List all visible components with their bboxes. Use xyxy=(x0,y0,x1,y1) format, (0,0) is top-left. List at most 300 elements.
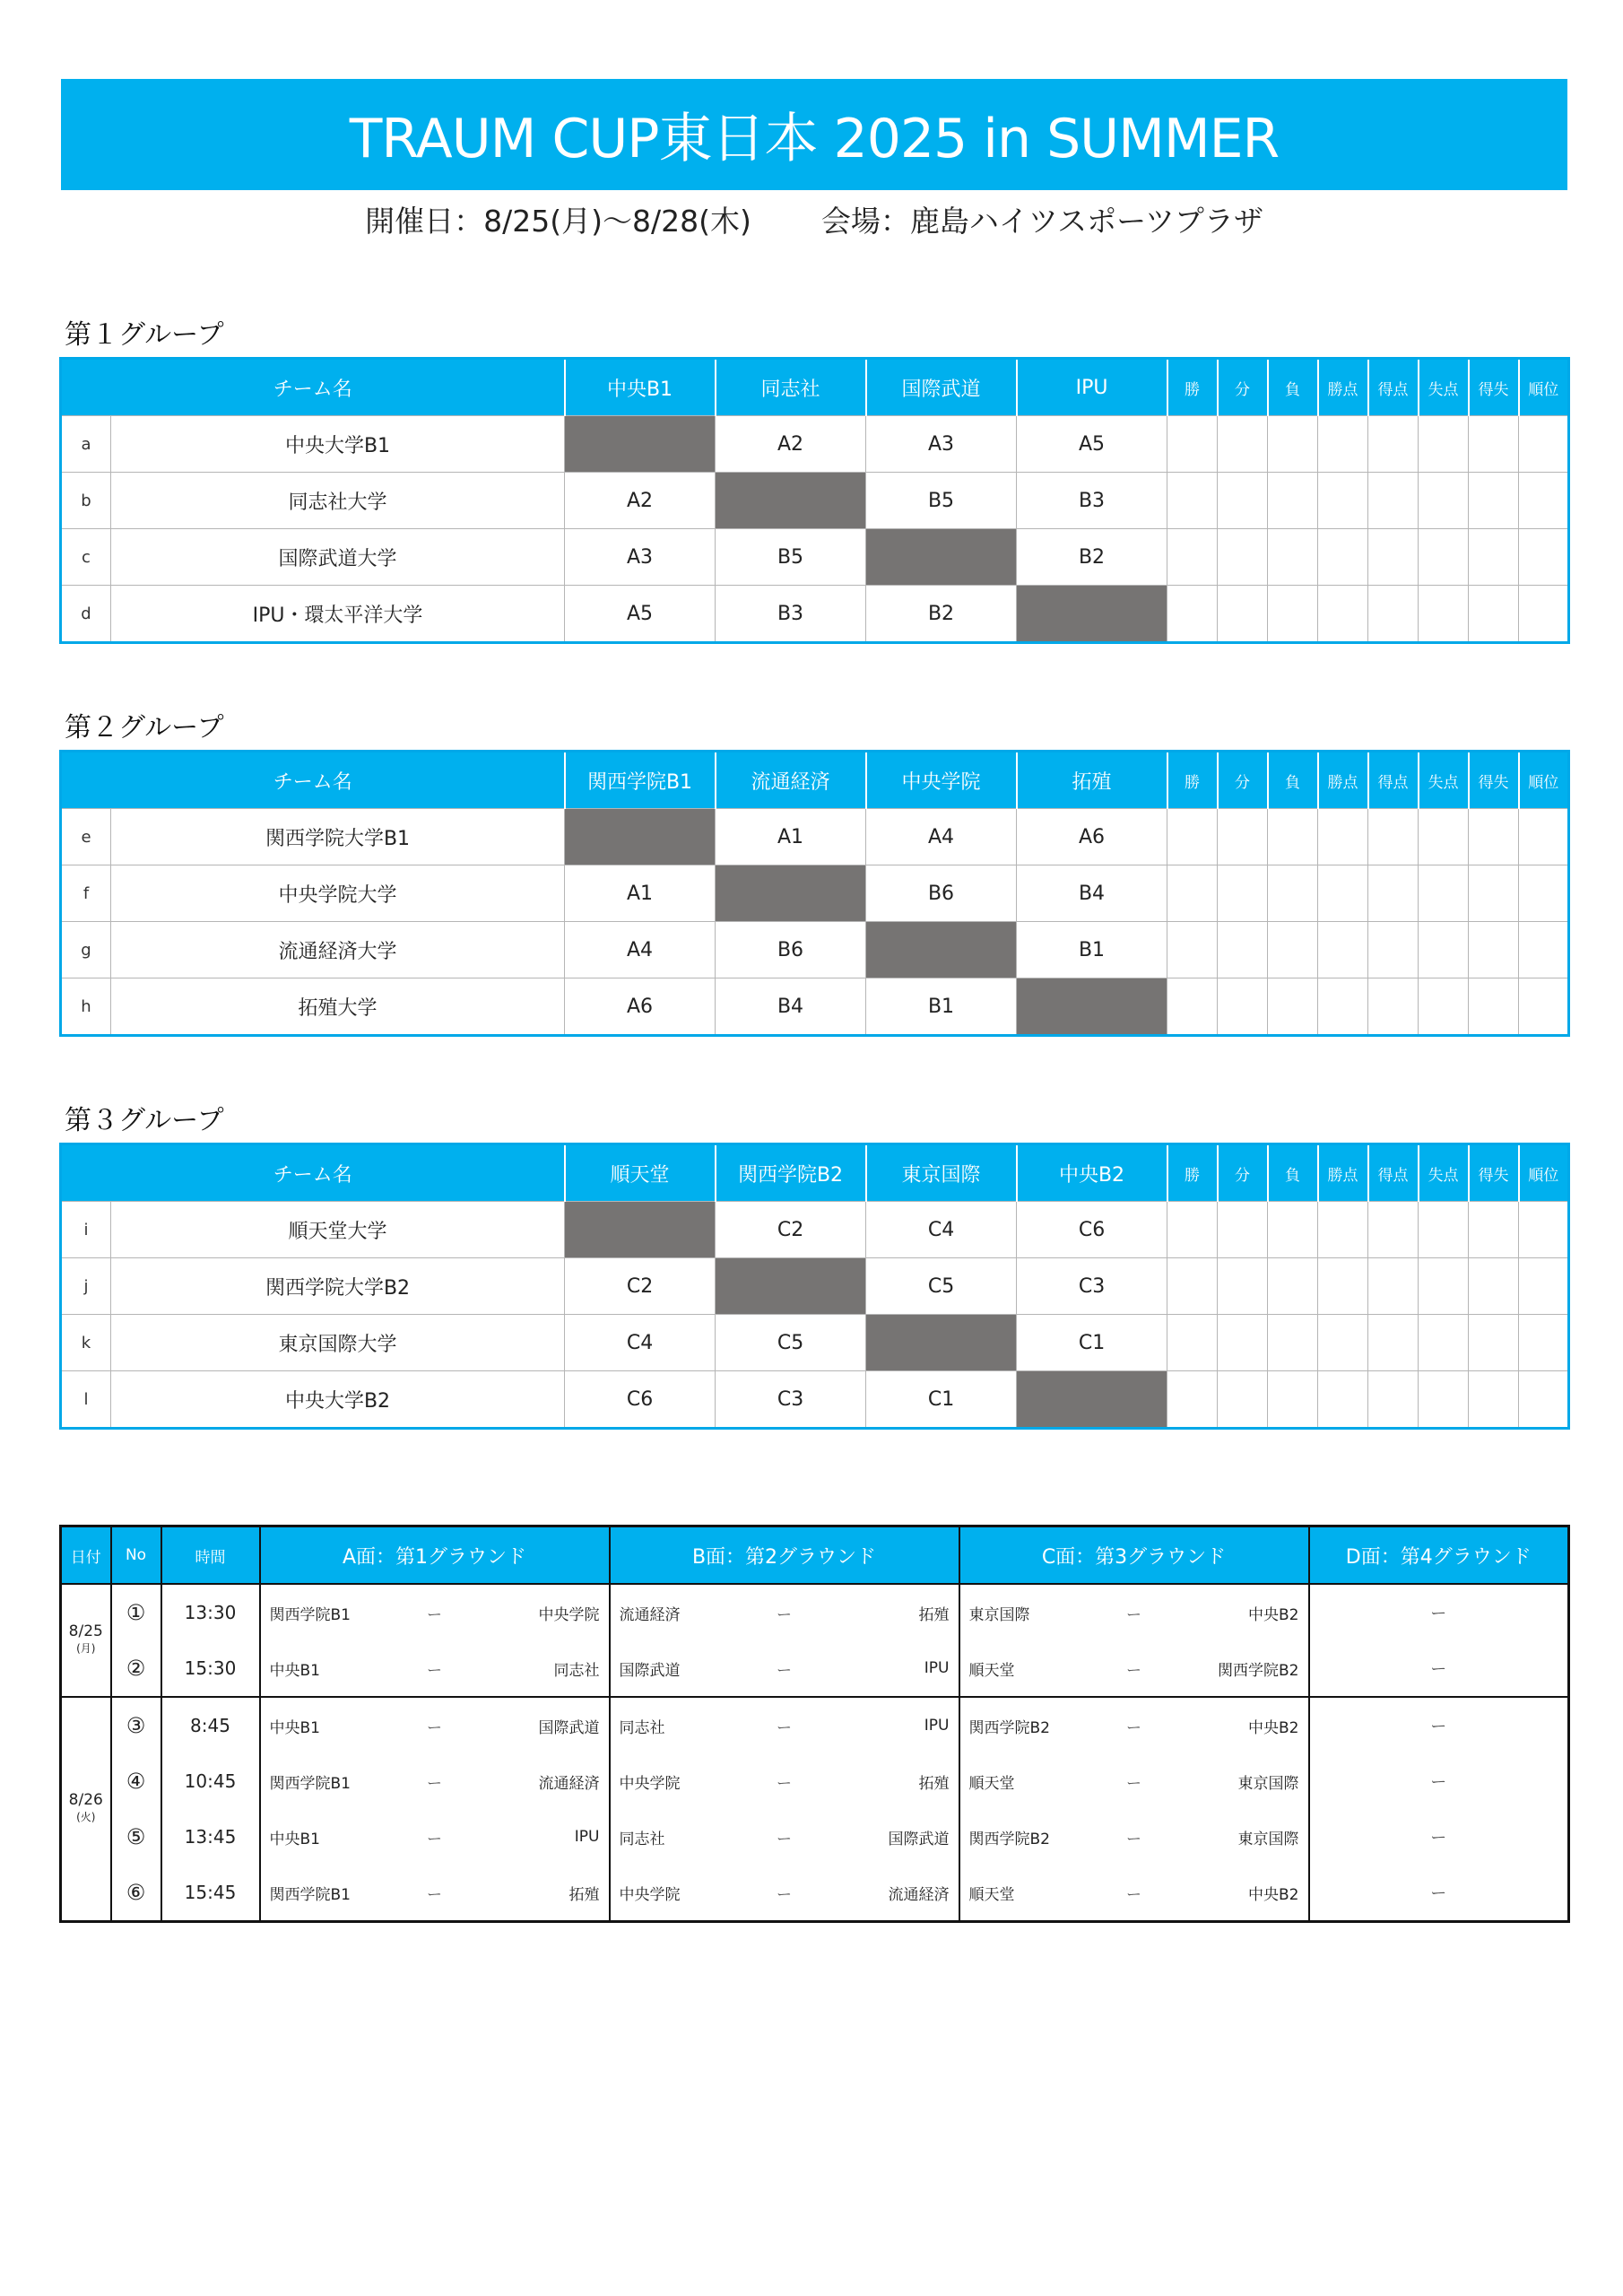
stat-cell xyxy=(1469,1258,1519,1315)
stat-cell xyxy=(1519,978,1569,1036)
match-code-cell: A2 xyxy=(716,416,866,473)
versus-dash: ー xyxy=(1126,1661,1141,1680)
stat-header: 負 xyxy=(1268,1144,1318,1202)
stat-cell xyxy=(1268,586,1318,643)
stat-cell xyxy=(1419,978,1469,1036)
stat-cell xyxy=(1167,473,1218,529)
match-time: 15:45 xyxy=(161,1865,260,1922)
stat-cell xyxy=(1368,529,1419,586)
stat-cell xyxy=(1469,529,1519,586)
self-match-cell xyxy=(866,529,1017,586)
stat-cell xyxy=(1419,473,1469,529)
stat-cell xyxy=(1519,1371,1569,1429)
ground-b-match xyxy=(610,1809,959,1865)
team-name: 順天堂大学 xyxy=(111,1202,565,1258)
group-table xyxy=(59,1143,1570,1430)
stat-cell xyxy=(1368,809,1419,865)
stat-header: 順位 xyxy=(1519,359,1569,416)
fixture xyxy=(611,1826,959,1848)
team-index: f xyxy=(61,865,111,922)
stat-cell xyxy=(1318,473,1368,529)
stat-cell xyxy=(1368,416,1419,473)
stat-cell xyxy=(1519,1258,1569,1315)
stat-cell xyxy=(1218,586,1268,643)
stat-header: 勝 xyxy=(1167,752,1218,809)
fixture xyxy=(960,1715,1308,1737)
stat-cell xyxy=(1469,1315,1519,1371)
team-index: a xyxy=(61,416,111,473)
group-table xyxy=(59,750,1570,1037)
stat-cell xyxy=(1419,416,1469,473)
away-team: IPU xyxy=(574,1828,600,1846)
home-team: 中央学院 xyxy=(619,1885,681,1904)
stat-cell xyxy=(1167,529,1218,586)
match-code-cell: C4 xyxy=(565,1315,716,1371)
team-name-header: チーム名 xyxy=(61,1144,565,1202)
away-team: IPU xyxy=(924,1659,950,1677)
stat-cell xyxy=(1419,1371,1469,1429)
stat-cell xyxy=(1368,1202,1419,1258)
ground-b-match xyxy=(610,1697,959,1753)
team-row xyxy=(61,529,1569,586)
match-code-cell: C5 xyxy=(866,1258,1017,1315)
stat-header: 勝点 xyxy=(1318,752,1368,809)
stat-cell xyxy=(1167,809,1218,865)
stat-cell xyxy=(1469,416,1519,473)
self-match-cell xyxy=(716,1258,866,1315)
date-text: 8/26 xyxy=(68,1791,103,1809)
match-code-cell: B3 xyxy=(1017,473,1167,529)
team-name: 関西学院大学B1 xyxy=(111,809,565,865)
team-name: 中央大学B1 xyxy=(111,416,565,473)
stat-cell xyxy=(1368,978,1419,1036)
fixture xyxy=(261,1657,609,1680)
team-index: k xyxy=(61,1315,111,1371)
schedule-row xyxy=(61,1865,1569,1922)
stat-header: 得失 xyxy=(1469,752,1519,809)
stat-cell xyxy=(1167,1258,1218,1315)
group-label: 第１グループ xyxy=(65,319,224,351)
stat-cell xyxy=(1167,1202,1218,1258)
schedule-row xyxy=(61,1697,1569,1753)
versus-dash: ー xyxy=(1126,1830,1141,1848)
date-header: 日付 xyxy=(61,1526,111,1585)
fixture xyxy=(611,1770,959,1793)
match-time: 10:45 xyxy=(161,1753,260,1809)
match-code-cell: C6 xyxy=(1017,1202,1167,1258)
versus-dash: ー xyxy=(427,1718,442,1737)
match-time: 8:45 xyxy=(161,1697,260,1753)
stat-cell xyxy=(1167,1371,1218,1429)
ground-c-match xyxy=(959,1809,1309,1865)
group-header-row xyxy=(61,359,1569,416)
away-team: 国際武道 xyxy=(538,1718,600,1737)
match-number: ④ xyxy=(111,1753,161,1809)
versus-dash: ー xyxy=(1126,1605,1141,1624)
match-code-cell: A3 xyxy=(866,416,1017,473)
ground-b-header: B面：第2グラウンド xyxy=(610,1526,959,1585)
match-code-cell: B5 xyxy=(866,473,1017,529)
fixture xyxy=(611,1882,959,1904)
match-code-cell: A5 xyxy=(1017,416,1167,473)
away-team: 拓殖 xyxy=(568,1885,600,1904)
opponent-header: 関西学院B1 xyxy=(565,752,716,809)
match-code-cell: C2 xyxy=(565,1258,716,1315)
stat-cell xyxy=(1268,1315,1318,1371)
match-code-cell: B3 xyxy=(716,586,866,643)
match-time: 15:30 xyxy=(161,1640,260,1697)
self-match-cell xyxy=(565,416,716,473)
ground-d-match: ー xyxy=(1309,1697,1569,1753)
home-team: 関西学院B1 xyxy=(269,1774,351,1793)
opponent-header: 同志社 xyxy=(716,359,866,416)
team-row xyxy=(61,1315,1569,1371)
stat-cell xyxy=(1419,1258,1469,1315)
match-code-cell: B4 xyxy=(1017,865,1167,922)
stat-cell xyxy=(1469,978,1519,1036)
home-team: 中央B1 xyxy=(269,1661,320,1680)
stat-cell xyxy=(1268,809,1318,865)
ground-d-header: D面：第4グラウンド xyxy=(1309,1526,1569,1585)
match-code-cell: B5 xyxy=(716,529,866,586)
versus-dash: ー xyxy=(427,1774,442,1793)
team-row xyxy=(61,865,1569,922)
away-team: IPU xyxy=(924,1717,950,1735)
stat-cell xyxy=(1519,865,1569,922)
stat-cell xyxy=(1368,473,1419,529)
team-row xyxy=(61,922,1569,978)
match-code-cell: B4 xyxy=(716,978,866,1036)
match-number: ③ xyxy=(111,1697,161,1753)
schedule-date xyxy=(61,1584,111,1697)
opponent-header: IPU xyxy=(1017,359,1167,416)
fixture xyxy=(960,1770,1308,1793)
team-index: l xyxy=(61,1371,111,1429)
away-team: 流通経済 xyxy=(538,1774,600,1793)
opponent-header: 順天堂 xyxy=(565,1144,716,1202)
self-match-cell xyxy=(866,1315,1017,1371)
stat-cell xyxy=(1469,1202,1519,1258)
stat-cell xyxy=(1218,922,1268,978)
group-label: 第２グループ xyxy=(65,712,224,744)
team-name: 東京国際大学 xyxy=(111,1315,565,1371)
ground-a-header: A面：第1グラウンド xyxy=(260,1526,610,1585)
stat-cell xyxy=(1218,416,1268,473)
stat-cell xyxy=(1469,473,1519,529)
opponent-header: 拓殖 xyxy=(1017,752,1167,809)
versus-dash: ー xyxy=(777,1885,792,1904)
self-match-cell xyxy=(1017,586,1167,643)
team-name: 中央大学B2 xyxy=(111,1371,565,1429)
team-name: 同志社大学 xyxy=(111,473,565,529)
fixture xyxy=(261,1826,609,1848)
away-team: 拓殖 xyxy=(918,1774,950,1793)
team-row xyxy=(61,1258,1569,1315)
stat-cell xyxy=(1419,1202,1469,1258)
page-title: TRAUM CUP東日本 2025 in SUMMER xyxy=(61,79,1567,190)
stat-cell xyxy=(1368,586,1419,643)
stat-header: 得点 xyxy=(1368,1144,1419,1202)
stat-cell xyxy=(1519,1315,1569,1371)
stat-cell xyxy=(1218,1202,1268,1258)
self-match-cell xyxy=(565,809,716,865)
team-index: h xyxy=(61,978,111,1036)
team-index: e xyxy=(61,809,111,865)
stat-cell xyxy=(1419,922,1469,978)
stat-header: 負 xyxy=(1268,752,1318,809)
match-time: 13:45 xyxy=(161,1809,260,1865)
time-header: 時間 xyxy=(161,1526,260,1585)
match-code-cell: A1 xyxy=(716,809,866,865)
stat-header: 順位 xyxy=(1519,752,1569,809)
match-code-cell: A6 xyxy=(1017,809,1167,865)
schedule-header-row xyxy=(61,1526,1569,1585)
match-code-cell: A5 xyxy=(565,586,716,643)
fixture xyxy=(261,1882,609,1904)
stat-cell xyxy=(1519,473,1569,529)
self-match-cell xyxy=(866,922,1017,978)
stat-cell xyxy=(1469,1371,1519,1429)
team-row xyxy=(61,1371,1569,1429)
versus-dash: ー xyxy=(1126,1774,1141,1793)
fixture xyxy=(261,1602,609,1624)
match-code-cell: B2 xyxy=(866,586,1017,643)
match-time: 13:30 xyxy=(161,1584,260,1640)
ground-c-match xyxy=(959,1697,1309,1753)
stat-header: 分 xyxy=(1218,359,1268,416)
team-index: j xyxy=(61,1258,111,1315)
away-team: 中央B2 xyxy=(1248,1718,1299,1737)
team-index: d xyxy=(61,586,111,643)
stat-cell xyxy=(1268,865,1318,922)
home-team: 関西学院B2 xyxy=(968,1718,1050,1737)
stat-header: 失点 xyxy=(1419,359,1469,416)
stat-cell xyxy=(1368,1258,1419,1315)
stat-cell xyxy=(1469,586,1519,643)
versus-dash: ー xyxy=(777,1774,792,1793)
stat-cell xyxy=(1268,529,1318,586)
team-name-header: チーム名 xyxy=(61,752,565,809)
ground-c-match xyxy=(959,1584,1309,1640)
fixture xyxy=(960,1602,1308,1624)
group-label: 第３グループ xyxy=(65,1105,224,1136)
match-code-cell: A4 xyxy=(565,922,716,978)
stat-header: 負 xyxy=(1268,359,1318,416)
match-number: ⑤ xyxy=(111,1809,161,1865)
stat-cell xyxy=(1167,865,1218,922)
stat-cell xyxy=(1419,529,1469,586)
ground-d-match: ー xyxy=(1430,1829,1447,1848)
match-code-cell: A6 xyxy=(565,978,716,1036)
stat-header: 勝点 xyxy=(1318,359,1368,416)
group-header-row xyxy=(61,1144,1569,1202)
ground-b-match xyxy=(610,1865,959,1922)
stat-cell xyxy=(1218,1371,1268,1429)
stat-cell xyxy=(1167,416,1218,473)
match-code-cell: C2 xyxy=(716,1202,866,1258)
ground-b-match xyxy=(610,1584,959,1640)
self-match-cell xyxy=(565,1202,716,1258)
home-team: 流通経済 xyxy=(619,1605,681,1624)
stat-cell xyxy=(1268,473,1318,529)
match-code-cell: B1 xyxy=(866,978,1017,1036)
ground-d-match: ー xyxy=(1430,1773,1447,1792)
ground-d-match: ー xyxy=(1430,1660,1447,1679)
away-team: 東京国際 xyxy=(1237,1830,1299,1848)
team-name: 流通経済大学 xyxy=(111,922,565,978)
match-number: ⑥ xyxy=(111,1865,161,1922)
home-team: 関西学院B2 xyxy=(968,1830,1050,1848)
home-team: 同志社 xyxy=(619,1830,665,1848)
team-row xyxy=(61,473,1569,529)
versus-dash: ー xyxy=(777,1718,792,1737)
fixture xyxy=(960,1657,1308,1680)
event-dates: 開催日：8/25(月)～8/28(木) xyxy=(365,203,751,239)
match-code-cell: C1 xyxy=(1017,1315,1167,1371)
ground-a-match xyxy=(260,1865,610,1922)
schedule-row xyxy=(61,1753,1569,1809)
ground-b-match xyxy=(610,1640,959,1697)
versus-dash: ー xyxy=(1126,1885,1141,1904)
fixture xyxy=(611,1715,959,1737)
weekday-text: (火) xyxy=(76,1811,96,1823)
stat-header: 分 xyxy=(1218,752,1268,809)
away-team: 東京国際 xyxy=(1237,1774,1299,1793)
stat-header: 得点 xyxy=(1368,752,1419,809)
stat-header: 得失 xyxy=(1469,1144,1519,1202)
ground-a-match xyxy=(260,1697,610,1753)
stat-header: 分 xyxy=(1218,1144,1268,1202)
stat-cell xyxy=(1167,586,1218,643)
home-team: 東京国際 xyxy=(968,1605,1030,1624)
team-name: IPU・環太平洋大学 xyxy=(111,586,565,643)
stat-header: 失点 xyxy=(1419,1144,1469,1202)
group-table xyxy=(59,357,1570,644)
date-text: 8/25 xyxy=(68,1622,103,1640)
opponent-header: 中央学院 xyxy=(866,752,1017,809)
stat-cell xyxy=(1419,865,1469,922)
match-code-cell: C5 xyxy=(716,1315,866,1371)
stat-cell xyxy=(1268,1371,1318,1429)
opponent-header: 国際武道 xyxy=(866,359,1017,416)
match-code-cell: B1 xyxy=(1017,922,1167,978)
versus-dash: ー xyxy=(777,1661,792,1680)
stat-cell xyxy=(1368,865,1419,922)
away-team: 拓殖 xyxy=(918,1605,950,1624)
schedule-date xyxy=(61,1697,111,1922)
ground-a-match xyxy=(260,1809,610,1865)
home-team: 順天堂 xyxy=(968,1885,1015,1904)
match-code-cell: B6 xyxy=(866,865,1017,922)
stat-cell xyxy=(1318,1315,1368,1371)
stat-header: 勝点 xyxy=(1318,1144,1368,1202)
match-code-cell: C3 xyxy=(1017,1258,1167,1315)
ground-b-match xyxy=(610,1753,959,1809)
fixture xyxy=(960,1882,1308,1904)
stat-cell xyxy=(1419,586,1469,643)
team-index: i xyxy=(61,1202,111,1258)
opponent-header: 関西学院B2 xyxy=(716,1144,866,1202)
team-name: 中央学院大学 xyxy=(111,865,565,922)
fixture xyxy=(261,1715,609,1737)
stat-cell xyxy=(1318,1258,1368,1315)
stat-cell xyxy=(1218,865,1268,922)
ground-a-match xyxy=(260,1584,610,1640)
stat-cell xyxy=(1519,529,1569,586)
ground-c-match xyxy=(959,1865,1309,1922)
team-name: 国際武道大学 xyxy=(111,529,565,586)
self-match-cell xyxy=(1017,1371,1167,1429)
match-code-cell: B2 xyxy=(1017,529,1167,586)
team-row xyxy=(61,586,1569,643)
stat-cell xyxy=(1469,922,1519,978)
versus-dash: ー xyxy=(427,1605,442,1624)
stat-cell xyxy=(1318,529,1368,586)
ground-c-header: C面：第3グラウンド xyxy=(959,1526,1309,1585)
stat-cell xyxy=(1218,529,1268,586)
self-match-cell xyxy=(1017,978,1167,1036)
stat-cell xyxy=(1469,809,1519,865)
stat-header: 得失 xyxy=(1469,359,1519,416)
stat-cell xyxy=(1318,978,1368,1036)
versus-dash: ー xyxy=(777,1830,792,1848)
home-team: 関西学院B1 xyxy=(269,1885,351,1904)
home-team: 順天堂 xyxy=(968,1661,1015,1680)
match-number: ① xyxy=(111,1584,161,1640)
stat-cell xyxy=(1167,978,1218,1036)
stat-cell xyxy=(1519,922,1569,978)
versus-dash: ー xyxy=(427,1830,442,1848)
match-code-cell: A2 xyxy=(565,473,716,529)
team-row xyxy=(61,416,1569,473)
stat-cell xyxy=(1368,922,1419,978)
no-header: No xyxy=(111,1526,161,1585)
stat-cell xyxy=(1519,1202,1569,1258)
ground-d-match: ー xyxy=(1430,1884,1447,1903)
ground-c-match xyxy=(959,1753,1309,1809)
team-index: b xyxy=(61,473,111,529)
team-row xyxy=(61,1202,1569,1258)
fixture xyxy=(611,1657,959,1680)
stat-cell xyxy=(1218,978,1268,1036)
match-schedule xyxy=(59,1525,1570,1923)
stat-cell xyxy=(1519,809,1569,865)
stat-header: 順位 xyxy=(1519,1144,1569,1202)
match-code-cell: B6 xyxy=(716,922,866,978)
stat-cell xyxy=(1419,1315,1469,1371)
stat-cell xyxy=(1268,978,1318,1036)
home-team: 関西学院B1 xyxy=(269,1605,351,1624)
stat-cell xyxy=(1469,865,1519,922)
ground-d-match: ー xyxy=(1309,1584,1569,1640)
away-team: 中央B2 xyxy=(1248,1605,1299,1624)
stat-cell xyxy=(1318,922,1368,978)
match-code-cell: A1 xyxy=(565,865,716,922)
stat-cell xyxy=(1318,1202,1368,1258)
team-name: 関西学院大学B2 xyxy=(111,1258,565,1315)
schedule-row xyxy=(61,1640,1569,1697)
away-team: 中央B2 xyxy=(1248,1885,1299,1904)
home-team: 中央学院 xyxy=(619,1774,681,1793)
fixture xyxy=(611,1602,959,1624)
home-team: 国際武道 xyxy=(619,1661,681,1680)
opponent-header: 東京国際 xyxy=(866,1144,1017,1202)
weekday-text: (月) xyxy=(76,1642,96,1655)
match-code-cell: C3 xyxy=(716,1371,866,1429)
away-team: 中央学院 xyxy=(538,1605,600,1624)
stat-cell xyxy=(1419,809,1469,865)
team-name-header: チーム名 xyxy=(61,359,565,416)
